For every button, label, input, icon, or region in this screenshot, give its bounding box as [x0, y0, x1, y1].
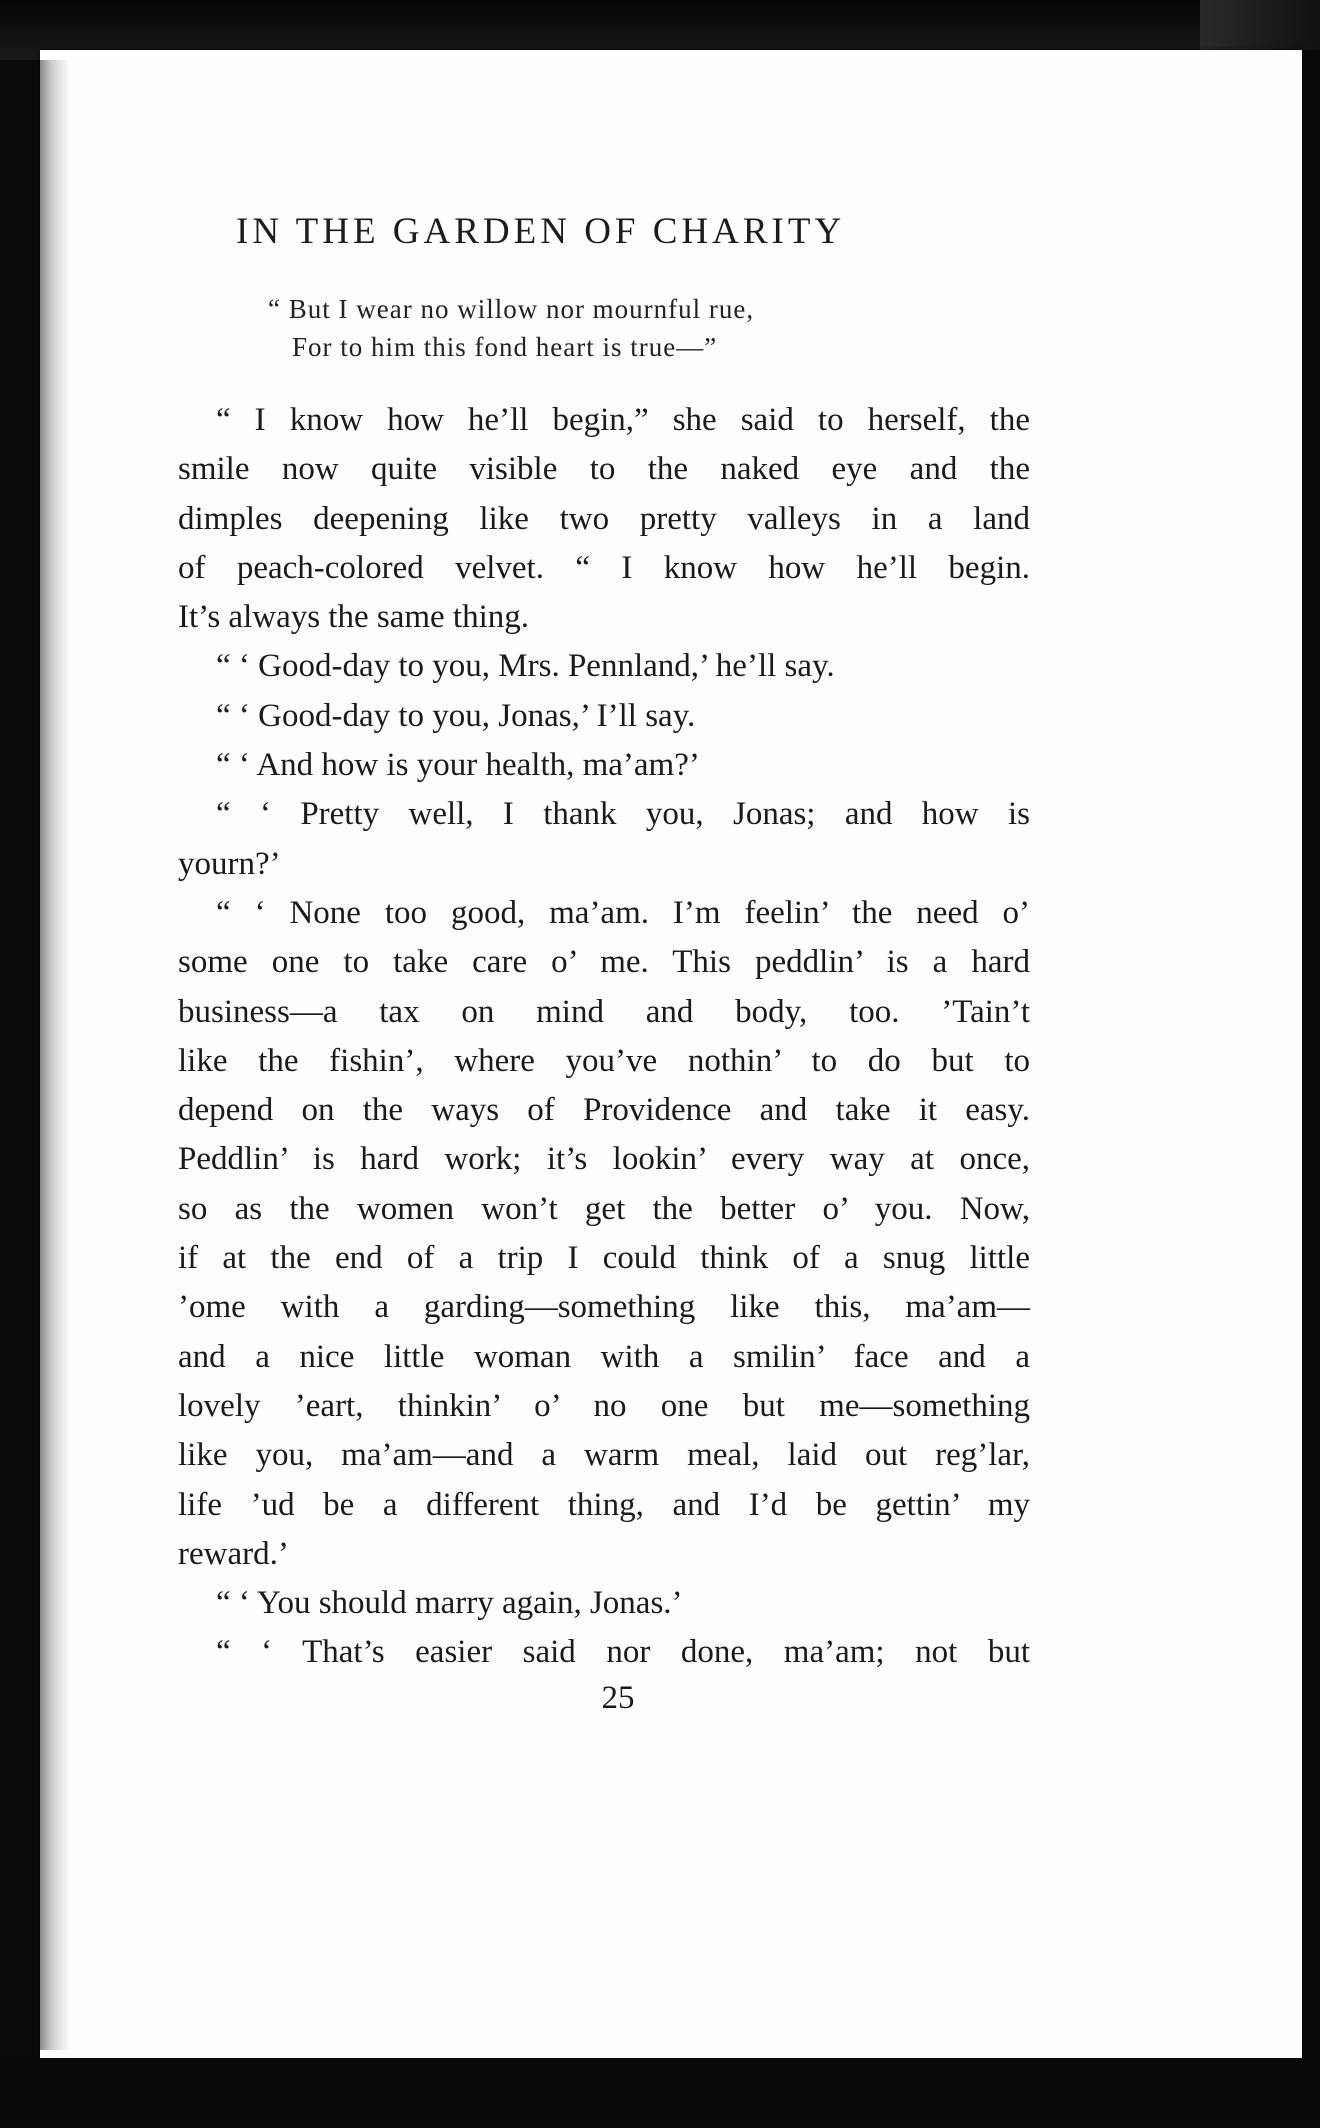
text-line: some one to take care o’ me. This peddlin’ is a hard — [178, 944, 1030, 981]
text-line: like you, ma’am—and a warm meal, laid out reg’lar, — [178, 1437, 1030, 1474]
text-line: business—a tax on mind and body, too. ’Tain’t — [178, 993, 1030, 1030]
scan-right-border — [1302, 50, 1320, 2060]
text-line: “ ‘ Good-day to you, Jonas,’ I’ll say. — [216, 697, 696, 734]
text-line: “ ‘ That’s easier said nor done, ma’am; not but — [216, 1634, 1030, 1671]
text-line: life ’ud be a different thing, and I’d be gettin’ my — [178, 1486, 1030, 1523]
body-text — [178, 396, 1030, 1678]
text-line: “ ‘ Pretty well, I thank you, Jonas; and how is — [216, 796, 1030, 833]
text-line: of peach-colored velvet. “ I know how he’ll begin. — [178, 549, 1030, 586]
text-line: if at the end of a trip I could think of a snug little — [178, 1240, 1030, 1277]
text-line: ’ome with a garding—something like this, ma’am— — [178, 1289, 1030, 1326]
scan-bottom-border — [0, 2058, 1320, 2128]
text-line: “ ‘ And how is your health, ma’am?’ — [216, 747, 700, 784]
text-line: so as the women won’t get the better o’ you. Now, — [178, 1190, 1030, 1227]
text-line: lovely ’eart, thinkin’ o’ no one but me—something — [178, 1387, 1030, 1424]
epigraph-line: “ But I wear no willow nor mournful rue, — [268, 294, 755, 324]
text-line: reward.’ — [178, 1535, 289, 1572]
text-line: “ ‘ Good-day to you, Mrs. Pennland,’ he’ll say. — [216, 648, 835, 685]
text-line: Peddlin’ is hard work; it’s lookin’ every way at once, — [178, 1141, 1030, 1178]
text-line: “ ‘ None too good, ma’am. I’m feelin’ the need o’ — [216, 894, 1030, 931]
text-line: smile now quite visible to the naked eye and the — [178, 451, 1030, 488]
epigraph — [268, 290, 908, 366]
text-line: dimples deepening like two pretty valleys in a land — [178, 500, 1030, 537]
text-line: It’s always the same thing. — [178, 599, 530, 636]
text-line: yourn?’ — [178, 845, 281, 882]
text-line: “ I know how he’ll begin,” she said to herself, the — [216, 402, 1030, 438]
text-line: depend on the ways of Providence and take it easy. — [178, 1092, 1030, 1129]
text-line: and a nice little woman with a smilin’ face and a — [178, 1338, 1030, 1375]
running-head: IN THE GARDEN OF CHARITY — [236, 211, 846, 252]
binding-gutter-shadow — [40, 60, 70, 2050]
page-number: 25 — [601, 1680, 635, 1716]
text-line: “ ‘ You should marry again, Jonas.’ — [216, 1585, 683, 1622]
epigraph-line: For to him this fond heart is true—” — [292, 332, 718, 362]
text-line: like the fishin’, where you’ve nothin’ to do but to — [178, 1042, 1030, 1079]
